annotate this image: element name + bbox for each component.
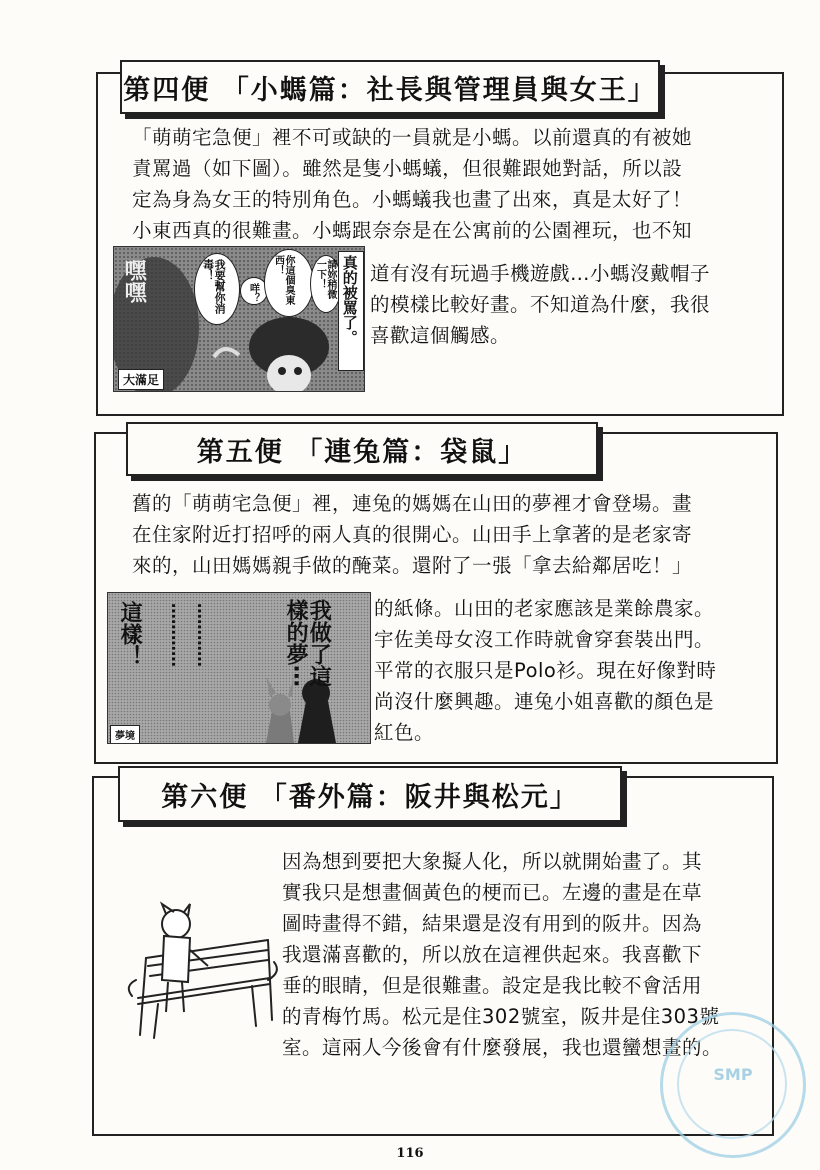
text-line: 我還滿喜歡的，所以放在這裡供起來。我喜歡下 <box>282 943 703 966</box>
text-line: 圖時畫得不錯，結果還是沒有用到的阪井。因為 <box>282 912 703 935</box>
text-line: 喜歡這個觸感。 <box>370 324 511 347</box>
text-line: 舊的「萌萌宅急便」裡，連兔的媽媽在山田的夢裡才會登場。畫 <box>132 492 693 515</box>
stamp-text: SMP <box>713 1065 753 1084</box>
text-line: 垂的眼睛，但是很難畫。設定是我比較不會活用 <box>282 974 703 997</box>
section-6-text <box>282 846 722 1063</box>
section-5-text-side <box>374 593 716 748</box>
text-line: 的紙條。山田的老家應該是業餘農家。 <box>374 597 715 620</box>
text-line: 在住家附近打招呼的兩人真的很開心。山田手上拿著的是老家寄 <box>132 523 693 546</box>
panel-caption: 大滿足 <box>118 369 164 390</box>
text-line: 定為身為女王的特別角色。小螞蟻我也畫了出來，真是太好了！ <box>132 188 693 211</box>
panel-caption: 夢境 <box>110 725 140 744</box>
speech-text: ⋯⋯⋯⋯ <box>189 603 209 667</box>
text-line: 的青梅竹馬。松元是住302號室，阪井是住303號 <box>282 1005 720 1028</box>
text-line: 平常的衣服只是Polo衫。現在好像對時 <box>374 659 717 682</box>
section-4-text-side <box>370 258 710 351</box>
text-line: 宇佐美母女沒工作時就會穿套裝出門。 <box>374 628 715 651</box>
section-5-title: 第五便 「連兔篇：袋鼠」 <box>126 422 598 476</box>
speech-text: 我做了這樣的夢⋯ <box>283 599 332 687</box>
text-line: 的模樣比較好畫。不知道為什麼，我很 <box>370 293 711 316</box>
text-line: 因為想到要把大象擬人化，所以就開始畫了。其 <box>282 850 703 873</box>
speech-text: 這樣！ <box>117 601 143 667</box>
text-line: 來的，山田媽媽親手做的醃菜。還附了一張「拿去給鄰居吃！」 <box>132 554 693 577</box>
speech-text: 你這個臭東西！ <box>272 255 294 305</box>
page-number: 116 <box>396 1146 424 1161</box>
text-line: 小東西真的很難畫。小螞跟奈奈是在公寓前的公園裡玩，也不知 <box>132 219 693 242</box>
section-6-title: 第六便 「番外篇：阪井與松元」 <box>118 766 622 822</box>
speech-text: 我要幫你消毒！ <box>201 259 227 314</box>
speech-text: ⋯⋯⋯⋯ <box>163 603 183 667</box>
speech-text: 請妳稍微一下！ <box>314 259 336 299</box>
watermark-stamp <box>660 1012 806 1158</box>
manga-panel-dream <box>107 592 371 744</box>
speech-text: 真的被罵了。 <box>340 255 359 345</box>
bench-sketch <box>118 900 288 1040</box>
text-line: 責罵過（如下圖）。雖然是隻小螞蟻，但很難跟她對話，所以設 <box>132 157 683 180</box>
text-line: 尚沒什麼興趣。連兔小姐喜歡的顏色是 <box>374 690 715 713</box>
text-line: 「萌萌宅急便」裡不可或缺的一員就是小螞。以前還真的有被她 <box>132 126 693 149</box>
text-line: 室。這兩人今後會有什麼發展，我也還蠻想畫的。 <box>282 1036 723 1059</box>
speech-text: 咩？ <box>247 283 259 303</box>
text-line: 紅色。 <box>374 721 435 744</box>
section-4-text-full <box>132 122 692 246</box>
text-line: 實我只是想畫個黃色的梗而已。左邊的畫是在草 <box>282 881 703 904</box>
section-5-text-full <box>132 488 692 581</box>
sfx-text: 嘿嘿 <box>121 259 147 303</box>
text-line: 道有沒有玩過手機遊戲…小螞沒戴帽子 <box>370 262 711 285</box>
manga-panel-scolding <box>113 246 365 392</box>
stamp-ring <box>677 1029 787 1139</box>
section-4-title: 第四便 「小螞篇：社長與管理員與女王」 <box>120 60 660 114</box>
